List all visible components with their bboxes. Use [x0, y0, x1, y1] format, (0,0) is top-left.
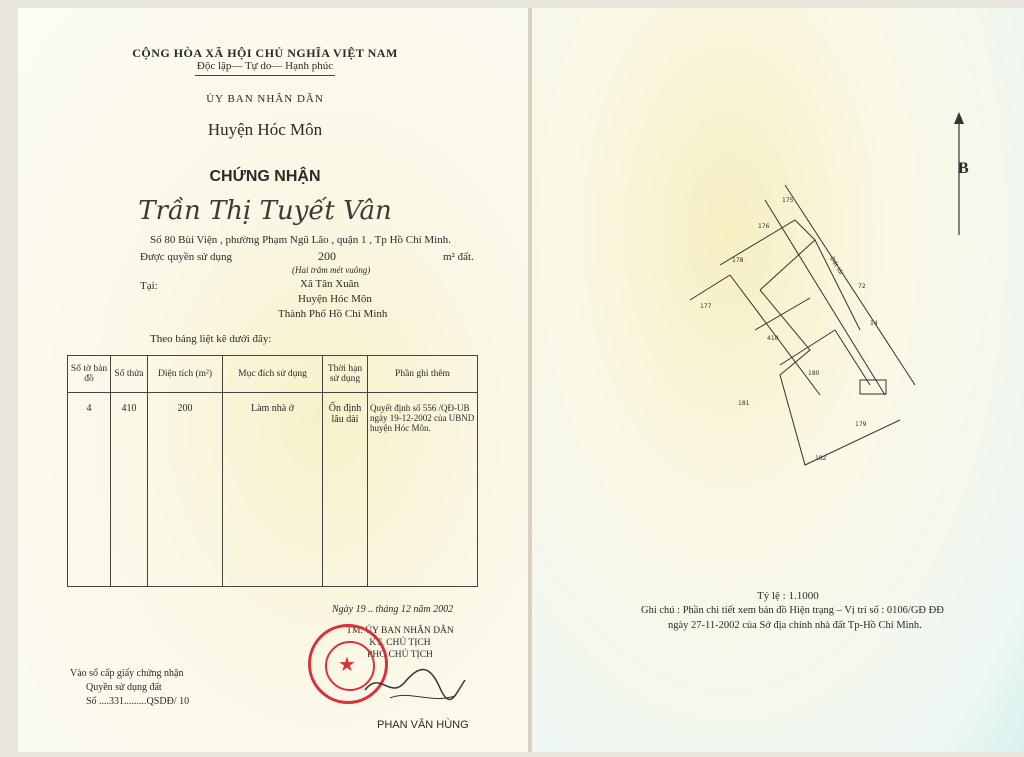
location-city: Thành Phố Hồ Chí Minh	[278, 308, 388, 320]
map-note-1: Ghi chú : Phần chi tiết xem bản đồ Hiện trạng – Vị trí số : 0106/GĐ ĐĐ	[641, 605, 944, 616]
road-label: Đất lối	[828, 255, 845, 276]
parcel-label: 179	[855, 421, 867, 428]
cell-map-sheet: 4	[68, 393, 111, 587]
map-scale: Tỷ lệ : 1.1000	[757, 590, 819, 602]
registry-line-2: Quyền sử dụng đất	[86, 682, 162, 693]
issue-date: Ngày 19 .. tháng 12 năm 2002	[332, 604, 454, 615]
cell-purpose: Làm nhà ở	[223, 393, 323, 587]
location-label: Tại:	[140, 280, 158, 292]
cell-parcel: 410	[111, 393, 148, 587]
area-words: (Hai trăm mét vuông)	[292, 265, 371, 275]
parcel-label: 177	[700, 303, 712, 310]
registry-line-1: Vào sổ cấp giấy chứng nhận	[70, 668, 184, 679]
signer-name: PHAN VĂN HÙNG	[377, 719, 469, 731]
parcel-label: 410	[767, 335, 779, 342]
header-map-sheet: Số tờ bản đồ	[68, 356, 111, 393]
parcel-label: 175	[782, 197, 794, 204]
parcel-label: 72	[858, 283, 866, 290]
org-line-1: TM. ỦY BAN NHÂN DÂN	[346, 626, 454, 636]
org-line-3: PHÓ CHỦ TỊCH	[367, 650, 433, 660]
header-area: Diện tích (m²)	[148, 356, 223, 393]
official-red-seal: ★	[308, 624, 388, 704]
table-row	[68, 393, 478, 587]
parcel-label: 14	[870, 320, 878, 327]
cadastral-map	[660, 180, 940, 470]
header-parcel: Số thửa	[111, 356, 148, 393]
commune-name: Xã Tân Xuân	[300, 278, 360, 290]
national-motto: Độc lập— Tự do— Hạnh phúc	[196, 60, 334, 72]
right-label: Được quyền sử dụng	[140, 251, 232, 263]
table-caption: Theo bảng liệt kê dưới đây:	[150, 333, 272, 345]
certificate-title: CHỨNG NHẬN	[209, 168, 321, 185]
header-term: Thời hạn sử dụng	[323, 356, 368, 393]
area-value: 200	[318, 249, 336, 263]
cell-area: 200	[148, 393, 223, 587]
header-purpose: Mục đích sử dụng	[223, 356, 323, 393]
parcel-label: 182	[815, 455, 827, 462]
header-notes: Phần ghi thêm	[368, 356, 478, 393]
org-line-2: KT. CHỦ TỊCH	[369, 638, 431, 648]
motto-underline	[195, 75, 335, 76]
parcel-label: 181	[738, 400, 750, 407]
land-table	[67, 355, 478, 587]
registry-number: Số ....331.........QSDĐ/ 10	[86, 696, 190, 707]
handwritten-signature	[360, 660, 470, 710]
district-heading: Huyện Hóc Môn	[207, 120, 323, 139]
owner-address: Số 80 Bùi Viện , phường Phạm Ngũ Lão , quận 1 , Tp Hồ Chí Minh.	[150, 234, 451, 246]
location-district: Huyện Hóc Môn	[298, 293, 372, 305]
north-label: B	[958, 160, 969, 177]
map-note-2: ngày 27-11-2002 của Sở địa chính nhà đất Tp-Hồ Chí Minh.	[668, 620, 922, 631]
owner-name: Trần Thị Tuyết Vân	[138, 196, 392, 226]
cell-term: Ổn định lâu dài	[323, 393, 368, 587]
area-unit: m² đất.	[443, 251, 474, 263]
parcel-label: 176	[758, 223, 770, 230]
parcel-label: 180	[808, 370, 820, 377]
parcel-label: 178	[732, 257, 744, 264]
cell-notes: Quyết định số 556 /QĐ-UB ngày 19-12-2002 của UBND huyện Hóc Môn.	[368, 393, 478, 587]
country-name: CỘNG HÒA XÃ HỘI CHỦ NGHĨA VIỆT NAM	[132, 46, 398, 60]
committee-label: ỦY BAN NHÂN DÂN	[206, 93, 324, 105]
